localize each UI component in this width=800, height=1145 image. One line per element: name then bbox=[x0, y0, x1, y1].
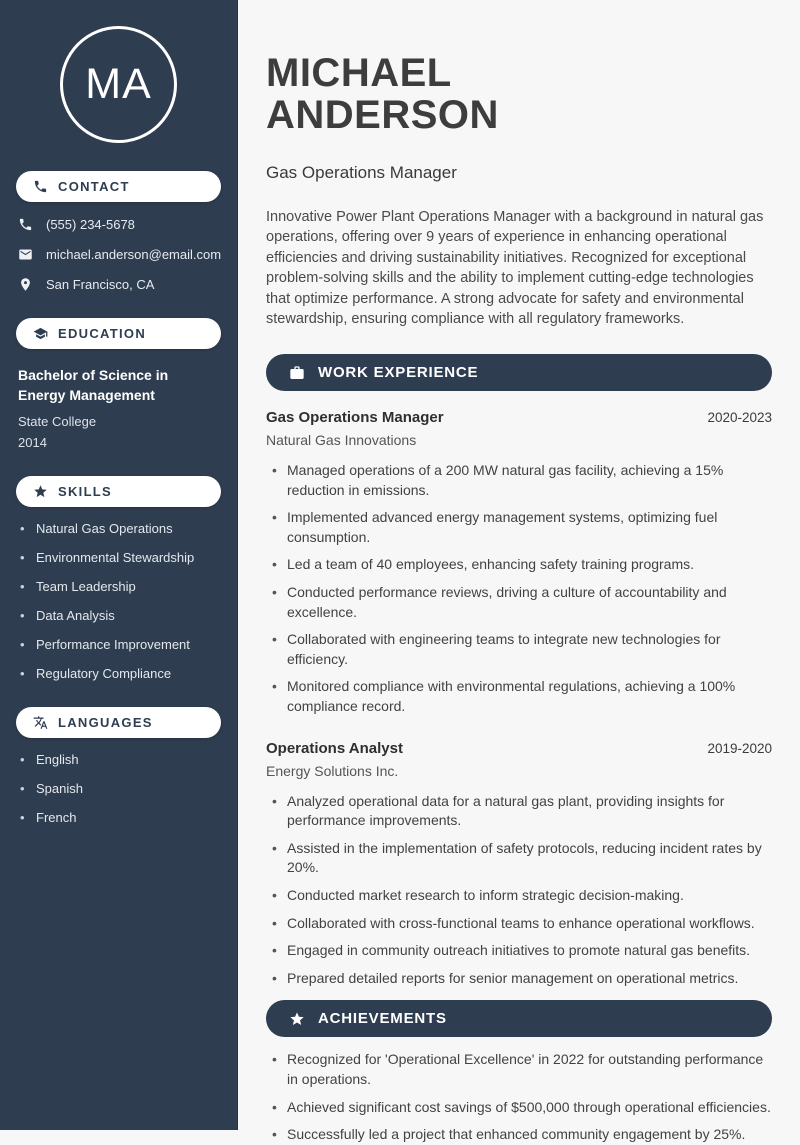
achievements-section-title: ACHIEVEMENTS bbox=[318, 1010, 447, 1028]
contact-section-header bbox=[16, 171, 221, 202]
job-bullet: • Collaborated with engineering teams to integrate new technologies for efficiency. bbox=[272, 630, 772, 669]
location-icon bbox=[18, 277, 33, 292]
job-header bbox=[266, 409, 772, 426]
skills-section-header bbox=[16, 476, 221, 507]
job-company: Natural Gas Innovations bbox=[266, 432, 417, 449]
phone-icon bbox=[33, 179, 48, 194]
star-icon bbox=[33, 484, 48, 499]
achievement-bullet: • Achieved significant cost savings of $500,000 through operational efficiencies. bbox=[272, 1098, 772, 1118]
education-section-title: EDUCATION bbox=[58, 326, 147, 341]
email-icon bbox=[18, 247, 33, 262]
contact-location-text: San Francisco, CA bbox=[46, 277, 155, 292]
job-bullet-list bbox=[266, 792, 772, 989]
job-entry bbox=[266, 409, 772, 717]
translate-icon bbox=[33, 715, 48, 730]
languages-section-title: LANGUAGES bbox=[58, 714, 153, 730]
person-name bbox=[266, 52, 772, 136]
graduation-cap-icon bbox=[33, 326, 48, 341]
job-role: Gas Operations Manager bbox=[266, 409, 444, 427]
skill-item: • Environmental Stewardship bbox=[20, 550, 221, 565]
star-icon bbox=[289, 1011, 305, 1027]
job-bullet: • Conducted performance reviews, driving a culture of accountability and excellence. bbox=[272, 583, 772, 622]
skill-item: • Performance Improvement bbox=[20, 637, 221, 652]
contact-list bbox=[16, 217, 221, 292]
skills-section-title: SKILLS bbox=[58, 483, 113, 499]
skill-item: • Team Leadership bbox=[20, 579, 221, 594]
contact-section-title: CONTACT bbox=[58, 179, 130, 194]
languages-list bbox=[16, 752, 221, 825]
languages-section-header bbox=[16, 707, 221, 738]
language-item: • French bbox=[20, 810, 221, 825]
contact-location bbox=[18, 277, 221, 292]
job-dates: 2019-2020 bbox=[707, 740, 772, 756]
job-bullet: • Monitored compliance with environmental regulations, achieving a 100% compliance record. bbox=[272, 677, 772, 716]
skill-item: • Regulatory Compliance bbox=[20, 666, 221, 681]
achievement-bullet: • Successfully led a project that enhanced community engagement by 25%. bbox=[272, 1125, 772, 1145]
contact-phone bbox=[18, 217, 221, 232]
job-bullet: • Managed operations of a 200 MW natural gas facility, achieving a 15% reduction in emissions. bbox=[272, 461, 772, 500]
job-bullet: • Analyzed operational data for a natural gas plant, providing insights for performance improvements. bbox=[272, 792, 772, 831]
education-school: State College bbox=[18, 413, 97, 429]
job-bullet: • Implemented advanced energy management systems, optimizing fuel consumption. bbox=[272, 508, 772, 547]
person-job-title: Gas Operations Manager bbox=[266, 162, 457, 182]
contact-phone-text: (555) 234-5678 bbox=[46, 217, 135, 232]
contact-email bbox=[18, 247, 221, 262]
job-bullet: • Prepared detailed reports for senior management on operational metrics. bbox=[272, 969, 772, 989]
job-header bbox=[266, 740, 772, 757]
skill-item: • Natural Gas Operations bbox=[20, 521, 221, 536]
work-experience-section-header bbox=[266, 354, 772, 391]
achievements-section-header bbox=[266, 1000, 772, 1037]
education-entry bbox=[16, 365, 221, 450]
summary-paragraph: Innovative Power Plant Operations Manager with a background in natural gas operations, offering over 9 years of experience in enhancing operational efficiencies and driving sustainability initiatives. Recognized for exceptional problem-solving skills and the ability to implement cutting-edge technologies that optimize performance. A strong advocate for safety and environmental stewardship, ensuring compliance with all regulatory frameworks. bbox=[266, 208, 764, 328]
job-entry bbox=[266, 740, 772, 989]
job-bullet: • Led a team of 40 employees, enhancing safety training programs. bbox=[272, 555, 772, 575]
achievement-bullet: • Recognized for 'Operational Excellence' in 2022 for outstanding performance in operations. bbox=[272, 1050, 772, 1089]
job-company: Energy Solutions Inc. bbox=[266, 762, 399, 779]
achievements-list bbox=[266, 1050, 772, 1144]
person-name-line1: MICHAEL bbox=[266, 50, 452, 95]
language-item: • Spanish bbox=[20, 781, 221, 796]
phone-icon bbox=[18, 217, 33, 232]
job-dates: 2020-2023 bbox=[707, 410, 772, 426]
avatar-initials: MA bbox=[85, 60, 152, 108]
job-bullet: • Collaborated with cross-functional teams to enhance operational workflows. bbox=[272, 914, 772, 934]
education-year: 2014 bbox=[18, 434, 47, 450]
work-experience-section-title: WORK EXPERIENCE bbox=[318, 364, 479, 382]
contact-email-text: michael.anderson@email.com bbox=[46, 247, 222, 262]
job-role: Operations Analyst bbox=[266, 739, 403, 757]
avatar bbox=[60, 26, 177, 143]
briefcase-icon bbox=[289, 365, 305, 381]
language-item: • English bbox=[20, 752, 221, 767]
job-bullet-list bbox=[266, 461, 772, 717]
main-content bbox=[238, 0, 800, 1143]
job-bullet: • Engaged in community outreach initiatives to promote natural gas benefits. bbox=[272, 941, 772, 961]
skills-list bbox=[16, 521, 221, 681]
job-bullet: • Assisted in the implementation of safety protocols, reducing incident rates by 20%. bbox=[272, 839, 772, 878]
sidebar bbox=[0, 0, 238, 1130]
education-section-header bbox=[16, 318, 221, 349]
skill-item: • Data Analysis bbox=[20, 608, 221, 623]
person-name-line2: ANDERSON bbox=[266, 92, 499, 137]
job-bullet: • Conducted market research to inform strategic decision-making. bbox=[272, 886, 772, 906]
education-degree: Bachelor of Science in Energy Management bbox=[18, 367, 169, 404]
